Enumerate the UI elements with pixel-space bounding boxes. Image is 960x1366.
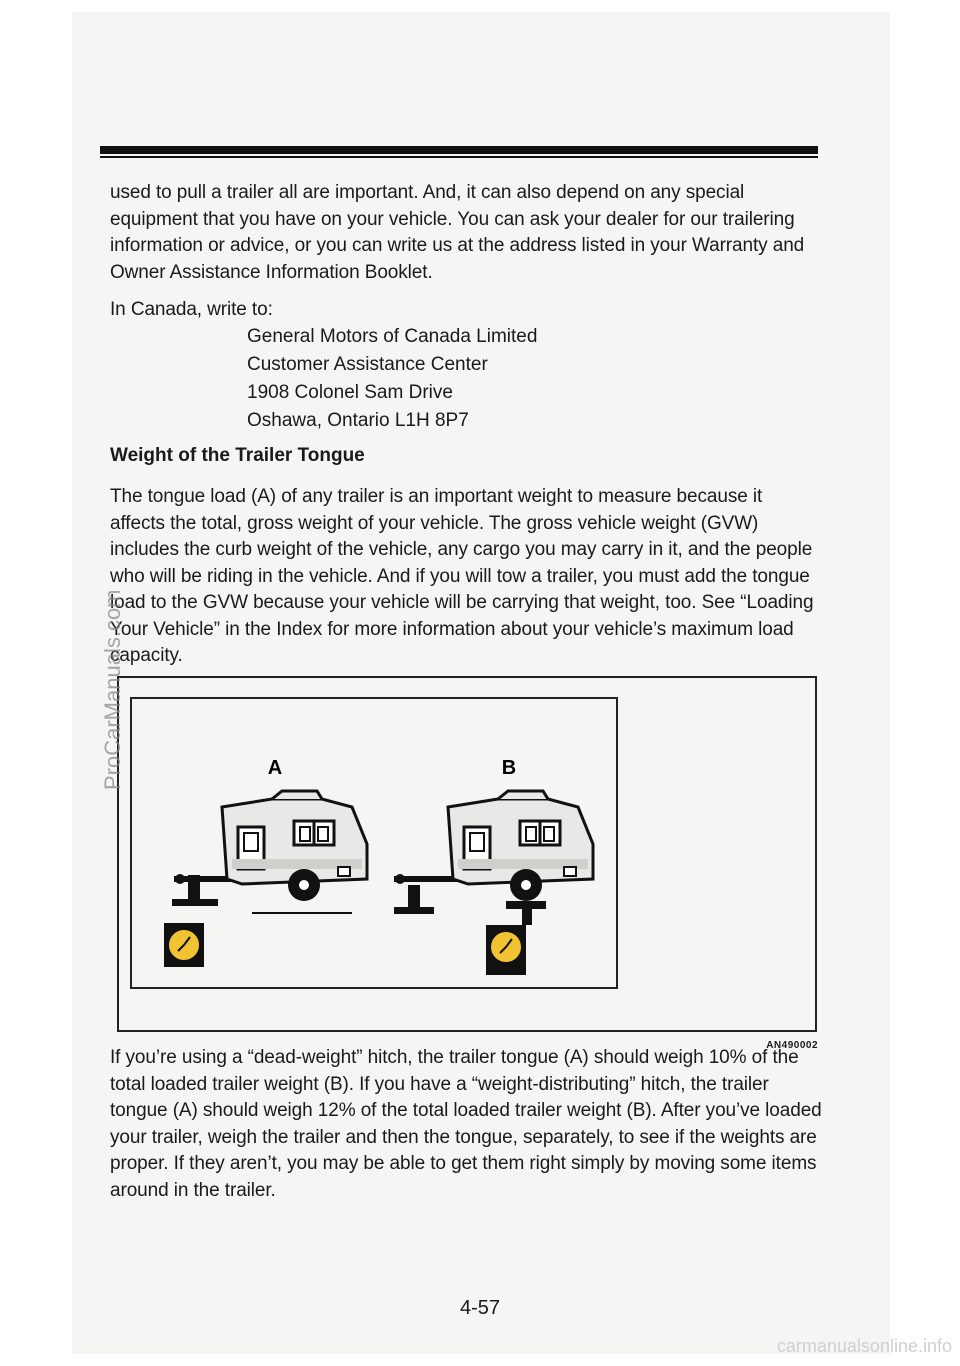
address-line: Customer Assistance Center <box>247 354 488 375</box>
trailer-weight-illustration <box>130 697 618 989</box>
address-line: 1908 Colonel Sam Drive <box>247 382 453 403</box>
address-line: Oshawa, Ontario L1H 8P7 <box>247 410 469 431</box>
header-rule <box>100 146 818 154</box>
page-number: 4-57 <box>459 1297 501 1319</box>
canada-address <box>247 323 537 435</box>
paragraph-tongue-load: The tongue load (A) of any trailer is an important weight to measure because it affects the total, gross weight of your vehicle. The gross vehicle weight (GVW) includes the curb weight of the vehicle, any cargo you may carry in it, and the people who will be riding in the vehicle. And if you will tow a trailer, you must add the tongue load to the GVW because your vehicle will be carrying that weight, too. See “Loading Your Vehicle” in the Index for more information about your vehicle’s maximum load capacity. <box>110 486 814 666</box>
paragraph-hitch-weights: If you’re using a “dead-weight” hitch, the trailer tongue (A) should weigh 10% of the total loaded trailer weight (B). If you have a “weight-distributing” hitch, the trailer tongue (A) should weigh 12% of the total loaded trailer weight (B). After you’ve loaded your trailer, weigh the trailer and then the tongue, separately, to see if the weights are proper. If they aren’t, you may be able to get them right simply by moving some items around in the trailer. <box>110 1047 822 1201</box>
side-watermark: ProCarManuals.com <box>100 589 125 790</box>
label-b: B <box>501 757 517 779</box>
trailer-illustration-svg <box>132 699 616 987</box>
bottom-watermark: carmanualsonline.info <box>776 1336 952 1356</box>
address-line: General Motors of Canada Limited <box>247 326 538 347</box>
paragraph-trailering-info: used to pull a trailer all are important. And, it can also depend on any special equipment that you have on your vehicle. You can ask your dealer for our trailering information or advice, or you can write us at the address listed in your Warranty and Owner Assistance Information Booklet. <box>110 182 805 283</box>
section-heading: Weight of the Trailer Tongue <box>110 445 365 466</box>
label-a: A <box>267 757 283 779</box>
figure-code: AN490002 <box>766 1040 818 1051</box>
paragraph-canada-intro: In Canada, write to: <box>110 299 273 320</box>
trailer-a-icon <box>164 791 367 967</box>
trailer-b-icon <box>394 791 593 975</box>
